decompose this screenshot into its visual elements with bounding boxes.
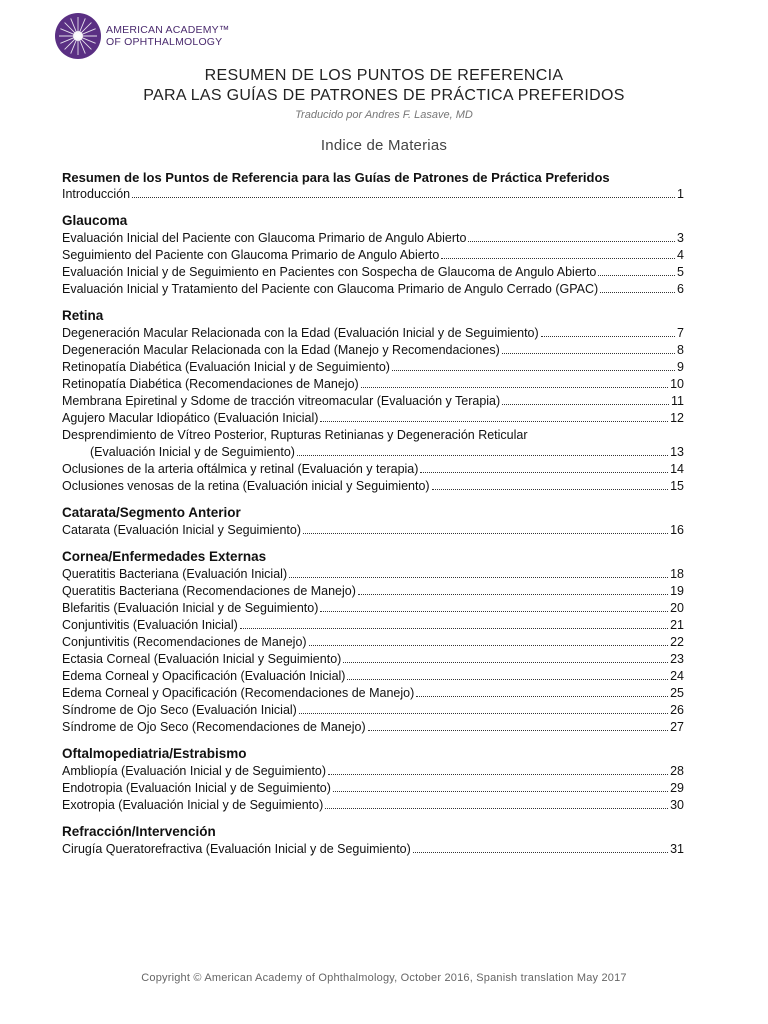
refraccion-section: [62, 823, 684, 857]
dot-leader: [303, 532, 668, 534]
toc-entry[interactable]: [62, 702, 684, 718]
glaucoma-section: [62, 212, 684, 297]
title-line-2: PARA LAS GUÍAS DE PATRONES DE PRÁCTICA PREFERIDOS: [143, 87, 625, 104]
dot-leader: [361, 386, 668, 388]
dot-leader: [333, 790, 668, 792]
dot-leader: [541, 335, 675, 337]
toc-entry-label: Oclusiones de la arteria oftálmica y retinal (Evaluación y terapia): [62, 462, 419, 476]
toc-entry-page: 23: [670, 652, 684, 666]
table-of-contents: [62, 170, 684, 858]
toc-entry-label: Ectasia Corneal (Evaluación Inicial y Seguimiento): [62, 652, 342, 666]
dot-leader: [420, 471, 668, 473]
dot-leader: [320, 420, 668, 422]
dot-leader: [289, 576, 668, 578]
cornea-section: [62, 548, 684, 735]
toc-entry[interactable]: [62, 668, 684, 684]
dot-leader: [468, 240, 675, 242]
toc-entry-label: Conjuntivitis (Recomendaciones de Manejo): [62, 635, 307, 649]
toc-entry-page: 19: [670, 584, 684, 598]
toc-entry-label: Edema Corneal y Opacificación (Evaluación Inicial): [62, 669, 346, 683]
toc-entry[interactable]: [62, 797, 684, 813]
document-header: [0, 66, 768, 154]
dot-leader: [598, 274, 675, 276]
toc-entry-page: 20: [670, 601, 684, 615]
toc-entry[interactable]: [62, 393, 684, 409]
dot-leader: [358, 593, 668, 595]
toc-entry[interactable]: [62, 444, 684, 460]
toc-entry-multiline-label[interactable]: Desprendimiento de Vítreo Posterior, Rupturas Retinianas y Degeneración Reticular: [62, 428, 528, 442]
toc-entry-page: 11: [671, 394, 684, 408]
toc-entry-label: Evaluación Inicial del Paciente con Glaucoma Primario de Angulo Abierto: [62, 231, 467, 245]
toc-entry-label: Edema Corneal y Opacificación (Recomendaciones de Manejo): [62, 686, 415, 700]
title-line-1: RESUMEN DE LOS PUNTOS DE REFERENCIA: [204, 67, 564, 84]
academy-logo: [54, 12, 230, 60]
toc-entry[interactable]: [62, 841, 684, 857]
toc-entry-label: Síndrome de Ojo Seco (Recomendaciones de Manejo): [62, 720, 366, 734]
toc-entry-page: 15: [670, 479, 684, 493]
dot-leader: [132, 196, 675, 198]
toc-entry-page: 16: [670, 523, 684, 537]
toc-entry[interactable]: [62, 600, 684, 616]
section-title-glaucoma: Glaucoma: [62, 213, 128, 228]
toc-entry-label: Retinopatía Diabética (Evaluación Inicial y de Seguimiento): [62, 360, 390, 374]
toc-entry-label: Evaluación Inicial y Tratamiento del Paciente con Glaucoma Primario de Angulo Cerrado (GPAC): [62, 282, 599, 296]
toc-entry-label: Oclusiones venosas de la retina (Evaluación inicial y Seguimiento): [62, 479, 430, 493]
dot-leader: [320, 610, 668, 612]
intro-section: [62, 170, 684, 202]
toc-entry-page: 14: [670, 462, 684, 476]
toc-entry-page: 8: [677, 343, 684, 357]
dot-leader: [413, 851, 668, 853]
dot-leader: [368, 729, 668, 731]
toc-entry-page: 18: [670, 567, 684, 581]
toc-entry-page: 29: [670, 781, 684, 795]
retina-section: [62, 307, 684, 494]
toc-entry[interactable]: [62, 763, 684, 779]
toc-entry-label: Evaluación Inicial y de Seguimiento en Pacientes con Sospecha de Glaucoma de Angulo Abierto: [62, 265, 597, 279]
dot-leader: [343, 661, 668, 663]
toc-entry[interactable]: [62, 247, 684, 263]
oftalmopediatria-section: [62, 745, 684, 813]
toc-entry[interactable]: [62, 478, 684, 494]
toc-entry[interactable]: [62, 522, 684, 538]
section-title-oftalmopediatria: Oftalmopediatria/Estrabismo: [62, 746, 247, 761]
toc-entry-label: Cirugía Queratorefractiva (Evaluación Inicial y de Seguimiento): [62, 842, 411, 856]
toc-entry-label: Blefaritis (Evaluación Inicial y de Seguimiento): [62, 601, 319, 615]
toc-entry-label: Ambliopía (Evaluación Inicial y de Seguimiento): [62, 764, 327, 778]
toc-entry-label: Queratitis Bacteriana (Evaluación Inicial): [62, 567, 288, 581]
toc-entry-label: Conjuntivitis (Evaluación Inicial): [62, 618, 238, 632]
logo-line-2: OF OPHTHALMOLOGY: [106, 36, 223, 48]
toc-entry[interactable]: [62, 719, 684, 735]
intro-title: Resumen de los Puntos de Referencia para las Guías de Patrones de Práctica Preferidos: [62, 170, 610, 185]
toc-entry-page: 21: [670, 618, 684, 632]
toc-entry-page: 31: [670, 842, 684, 856]
toc-entry-page: 30: [670, 798, 684, 812]
dot-leader: [432, 488, 669, 490]
toc-entry[interactable]: [62, 325, 684, 341]
toc-entry-page: 27: [670, 720, 684, 734]
toc-entry-label: Introducción: [62, 187, 131, 201]
toc-entry-label: Degeneración Macular Relacionada con la Edad (Evaluación Inicial y de Seguimiento): [62, 326, 539, 340]
copyright-footer: Copyright © American Academy of Ophthalmology, October 2016, Spanish translation May 2017: [141, 972, 627, 984]
catarata-section: [62, 504, 684, 538]
section-title-cornea: Cornea/Enfermedades Externas: [62, 549, 267, 564]
toc-entry-page: 7: [677, 326, 684, 340]
dot-leader: [297, 454, 668, 456]
dot-leader: [600, 291, 675, 293]
toc-entry-label: Membrana Epiretinal y Sdome de tracción vitreomacular (Evaluación y Terapia): [62, 394, 501, 408]
section-title-retina: Retina: [62, 308, 104, 323]
toc-entry-page: 12: [670, 411, 684, 425]
toc-entry-page: 24: [670, 669, 684, 683]
toc-entry-label: Exotropia (Evaluación Inicial y de Seguimiento): [62, 798, 324, 812]
dot-leader: [392, 369, 675, 371]
toc-entry-page: 25: [670, 686, 684, 700]
index-title: Indice de Materias: [320, 137, 448, 154]
toc-entry[interactable]: [62, 230, 684, 246]
toc-entry[interactable]: [62, 264, 684, 280]
section-title-refraccion: Refracción/Intervención: [62, 824, 216, 839]
toc-entry[interactable]: [62, 410, 684, 426]
toc-entry-page: 1: [677, 187, 684, 201]
toc-entry[interactable]: [62, 780, 684, 796]
toc-entry[interactable]: [62, 281, 684, 297]
toc-entry[interactable]: [62, 342, 684, 358]
dot-leader: [416, 695, 668, 697]
toc-entry[interactable]: [62, 461, 684, 477]
toc-entry[interactable]: [62, 376, 684, 392]
toc-entry[interactable]: [62, 186, 684, 202]
translator-credit: Traducido por Andres F. Lasave, MD: [295, 109, 473, 121]
toc-entry-label: Catarata (Evaluación Inicial y Seguimiento): [62, 523, 302, 537]
toc-entry-page: 3: [677, 231, 684, 245]
dot-leader: [309, 644, 669, 646]
toc-entry-page: 10: [670, 377, 684, 391]
dot-leader: [299, 712, 668, 714]
toc-entry-page: 28: [670, 764, 684, 778]
dot-leader: [441, 257, 675, 259]
dot-leader: [347, 678, 668, 680]
toc-entry-page: 6: [677, 282, 684, 296]
toc-entry[interactable]: [62, 617, 684, 633]
toc-entry[interactable]: [62, 685, 684, 701]
logo-line-1: AMERICAN ACADEMY™: [106, 24, 230, 36]
toc-entry-label: Queratitis Bacteriana (Recomendaciones de Manejo): [62, 584, 356, 598]
dot-leader: [240, 627, 668, 629]
dot-leader: [325, 807, 668, 809]
toc-entry[interactable]: [62, 359, 684, 375]
toc-entry-label: Degeneración Macular Relacionada con la Edad (Manejo y Recomendaciones): [62, 343, 500, 357]
toc-entry-page: 26: [670, 703, 684, 717]
toc-entry-page: 4: [677, 248, 684, 262]
toc-entry-label: Endotropia (Evaluación Inicial y de Seguimiento): [62, 781, 331, 795]
section-title-catarata: Catarata/Segmento Anterior: [62, 505, 241, 520]
toc-entry-page: 5: [677, 265, 684, 279]
toc-entry[interactable]: [62, 651, 684, 667]
starburst-logo-icon: [54, 12, 102, 60]
toc-entry[interactable]: [62, 634, 684, 650]
dot-leader: [502, 403, 669, 405]
toc-entry-label: Agujero Macular Idiopático (Evaluación Inicial): [62, 411, 319, 425]
toc-entry-label: (Evaluación Inicial y de Seguimiento): [90, 445, 295, 459]
toc-entry[interactable]: [62, 583, 684, 599]
toc-entry-page: 13: [670, 445, 684, 459]
toc-entry-page: 9: [677, 360, 684, 374]
toc-entry-label: Síndrome de Ojo Seco (Evaluación Inicial): [62, 703, 297, 717]
toc-entry-page: 22: [670, 635, 684, 649]
toc-entry[interactable]: [62, 566, 684, 582]
dot-leader: [502, 352, 675, 354]
toc-entry-label: Seguimiento del Paciente con Glaucoma Primario de Angulo Abierto: [62, 248, 440, 262]
dot-leader: [328, 773, 668, 775]
toc-entry-label: Retinopatía Diabética (Recomendaciones de Manejo): [62, 377, 359, 391]
